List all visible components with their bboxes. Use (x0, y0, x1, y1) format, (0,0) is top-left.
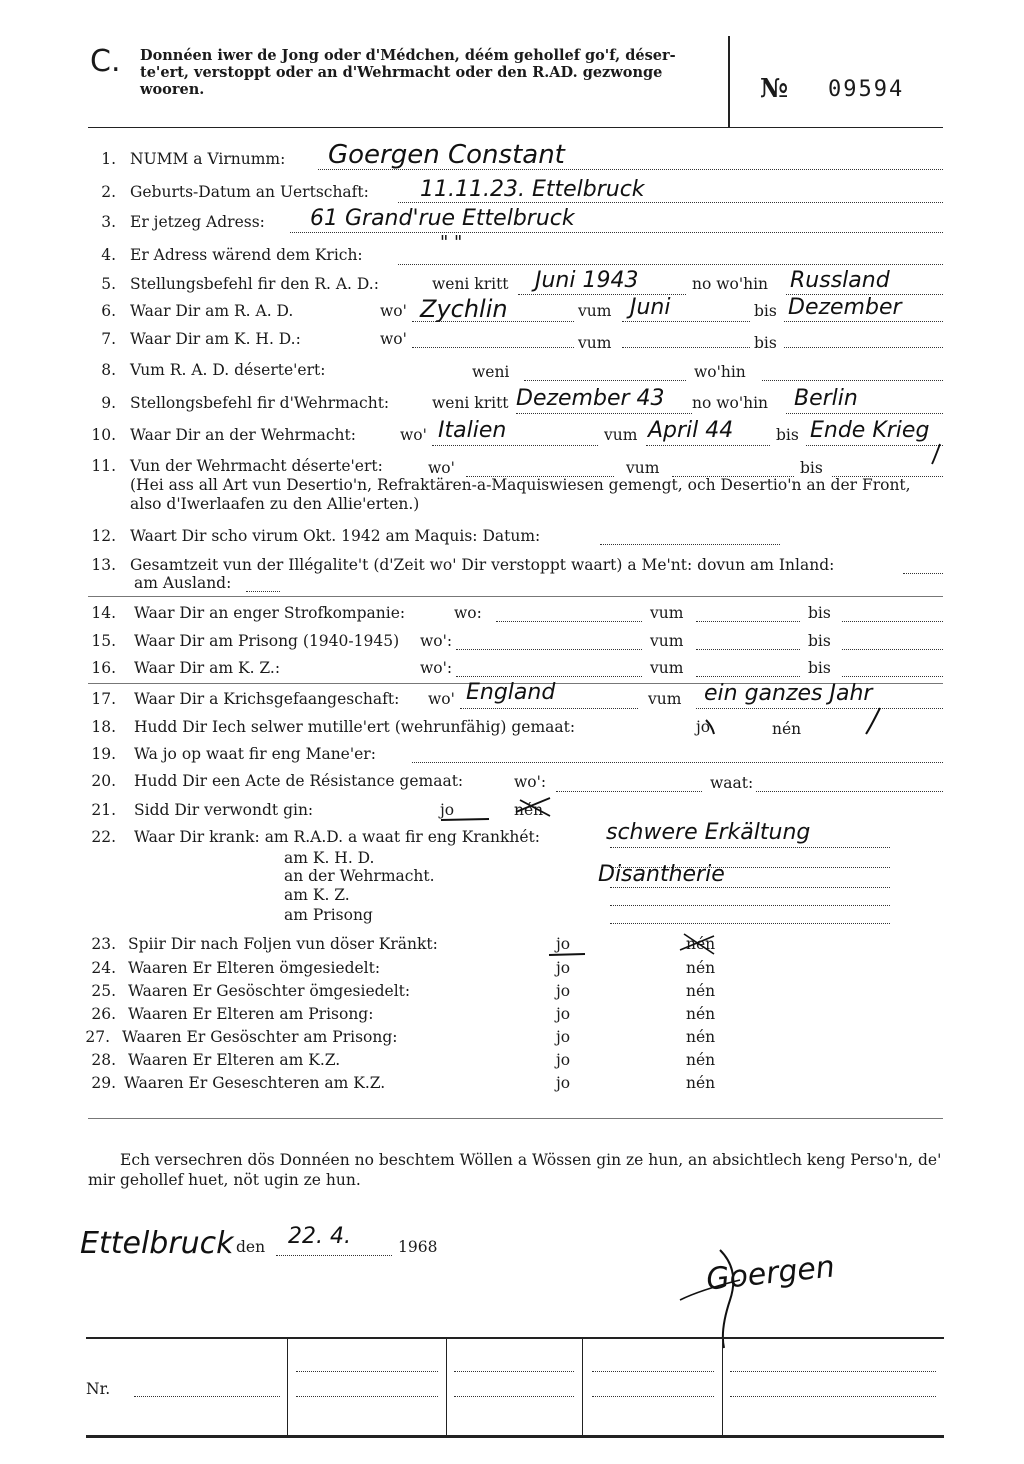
field-label: vum (626, 459, 660, 477)
field-label: vum (604, 426, 638, 444)
handwritten-value: Russland (790, 268, 890, 293)
item-number: 17. (91, 690, 116, 708)
item-label: Hudd Dir Iech selwer mutille'ert (wehrunfähig) gemaat: (134, 718, 576, 736)
item-number: 28. (91, 1051, 116, 1069)
section-letter: C. (90, 44, 121, 79)
option-jo: jo (556, 935, 571, 953)
field-label: wo': (420, 632, 453, 650)
handwritten-value: schwere Erkältung (606, 820, 811, 845)
form-title: Donnéen iwer de Jong oder d'Médchen, déém gehollef go'f, déser-te'ert, verstoppt oder an d'Wehrmacht oder den R.AD. gezwonge wooren. (140, 47, 676, 98)
form-number: 09594 (828, 77, 905, 102)
item-number: 15. (91, 632, 116, 650)
field-label: wo': (514, 773, 547, 791)
declaration-text: Ech versechren dös Donnéen no beschtem Wöllen a Wössen gin ze hun, an absichtlech keng Perso'n, de' mir gehollef huet, nöt ugin ze hun. (88, 1151, 942, 1189)
item-number: 22. (91, 828, 116, 846)
field-label: wo' (380, 330, 407, 348)
item-label: Waar Dir a Krichsgefaangeschaft: (134, 690, 400, 708)
field-label: wo'hin (694, 363, 746, 381)
option-nen: nén (514, 801, 544, 819)
item-label-2: am Ausland: (134, 574, 232, 592)
handwritten-date: 22. 4. (288, 1224, 351, 1249)
field-label: vum (650, 604, 684, 622)
field-label: wo': (420, 659, 453, 677)
item-label: Waar Dir am R. A. D. (130, 302, 294, 320)
footer-rule-bottom (86, 1435, 944, 1438)
item-label: Waaren Er Geseschteren am K.Z. (124, 1074, 386, 1092)
item-number: 14. (91, 604, 116, 622)
option-jo: jo (556, 959, 571, 977)
item-label: Waaren Er Elteren am K.Z. (128, 1051, 341, 1069)
sub-label: am K. H. D. (284, 849, 375, 867)
handwritten-value: England (466, 680, 556, 705)
field-label: weni kritt (432, 394, 509, 412)
field-label: wo' (400, 426, 427, 444)
item-label: Waar Dir am Prisong (1940-1945) (134, 632, 400, 650)
option-jo: jo (556, 1028, 571, 1046)
handwritten-value: Juni 1943 (535, 268, 639, 293)
item-label: Gesamtzeit vun der Illégalite't (d'Zeit wo' Dir verstoppt waart) a Me'nt: dovun am Inland: (130, 556, 835, 574)
field-label: bis (808, 632, 831, 650)
fill-line (276, 1254, 392, 1256)
item-label: Waar Dir krank: am R.A.D. a waat fir eng Krankhét: (134, 828, 540, 846)
signature-strokes (660, 1240, 860, 1350)
item-label: Wa jo op waat fir eng Mane'er: (134, 745, 376, 763)
handwritten-value: Ende Krieg (810, 418, 930, 443)
footer-rule-top (86, 1337, 944, 1339)
footer-nr-label: Nr. (86, 1380, 111, 1398)
number-sign: № (760, 74, 789, 104)
fill-line (296, 1370, 438, 1372)
field-label: wo' (380, 302, 407, 320)
item-number: 12. (91, 527, 116, 545)
date-year: 1968 (398, 1238, 438, 1256)
field-label: vum (578, 302, 612, 320)
field-label: wo' (428, 690, 455, 708)
item-label: Waaren Er Elteren ömgesiedelt: (128, 959, 381, 977)
item-number: 23. (91, 935, 116, 953)
field-label: vum (578, 334, 612, 352)
item-number: 19. (91, 745, 116, 763)
handwritten-value: ein ganzes Jahr (704, 681, 873, 706)
fill-line (730, 1370, 936, 1372)
item-label: Er Adress wärend dem Krich: (130, 246, 363, 264)
option-nen: nén (686, 982, 716, 1000)
handwritten-value: Zychlin (420, 295, 508, 323)
handwritten-value: Italien (438, 418, 507, 443)
item-label: Waaren Er Gesöschter am Prisong: (122, 1028, 398, 1046)
item-number: 8. (101, 361, 116, 379)
item-label: Waar Dir am K. Z.: (134, 659, 281, 677)
fill-line (296, 1395, 438, 1397)
sub-label: am K. Z. (284, 886, 350, 904)
item-label: Spiir Dir nach Foljen vun döser Kränkt: (128, 935, 438, 953)
option-nen: nén (772, 720, 802, 738)
item-label: Sidd Dir verwondt gin: (134, 801, 314, 819)
signature: Goergen (704, 1249, 837, 1298)
option-nen: nén (686, 1074, 716, 1092)
item-number: 9. (101, 394, 116, 412)
item-number: 20. (91, 772, 116, 790)
field-label: bis (800, 459, 823, 477)
item-number: 7. (101, 330, 116, 348)
field-label: weni (472, 363, 510, 381)
item-label: Vun der Wehrmacht déserte'ert: (130, 457, 383, 475)
fill-line (454, 1370, 574, 1372)
item-number: 5. (101, 275, 116, 293)
option-jo: jo (440, 801, 455, 819)
option-nen: nén (686, 1051, 716, 1069)
item-label: Waaren Er Gesöschter ömgesiedelt: (128, 982, 411, 1000)
footer-col-2 (446, 1339, 447, 1435)
option-jo: jo (556, 1051, 571, 1069)
field-label: vum (648, 690, 682, 708)
handwritten-place: Ettelbruck (80, 1226, 234, 1261)
item-number: 10. (91, 426, 116, 444)
field-label: bis (754, 334, 777, 352)
item-note: (Hei ass all Art vun Desertio'n, Refraktären-a-Maquiswiesen gemengt, och Desertio'n an der Front, also d'Iwerlaafen zu den Allie'erten.) (130, 476, 911, 513)
field-label: bis (808, 659, 831, 677)
item-label: Waar Dir an der Wehrmacht: (130, 426, 356, 444)
item-label: NUMM a Virnumm: (130, 150, 286, 168)
handwritten-value: April 44 (648, 418, 734, 443)
item-number: 18. (91, 718, 116, 736)
item-label: Er jetzeg Adress: (130, 213, 265, 231)
footer-col-4 (722, 1339, 723, 1435)
item-label: Geburts-Datum an Uertschaft: (130, 183, 369, 201)
handwritten-value: Disantherie (598, 862, 725, 887)
sub-label: am Prisong (284, 906, 373, 924)
handwritten-name: Goergen Constant (328, 140, 565, 170)
item-number: 6. (101, 302, 116, 320)
footer-col-3 (582, 1339, 583, 1435)
item-label: Hudd Dir een Acte de Résistance gemaat: (134, 772, 464, 790)
item-number: 13. (91, 556, 116, 574)
handwritten-value: Dezember 43 (516, 386, 665, 411)
item-number: 29. (91, 1074, 116, 1092)
item-label: Waar Dir am K. H. D.: (130, 330, 301, 348)
field-label: no wo'hin (692, 275, 769, 293)
item-label: Waar Dir an enger Strofkompanie: (134, 604, 406, 622)
option-jo: jo (696, 718, 711, 736)
field-label: bis (754, 302, 777, 320)
item-number: 3. (101, 213, 116, 231)
field-label: no wo'hin (692, 394, 769, 412)
date-label: den (236, 1238, 266, 1256)
item-number: 11. (91, 457, 116, 475)
item-label: Vum R. A. D. déserte'ert: (130, 361, 326, 379)
item-label: Stellungsbefehl fir den R. A. D.: (130, 275, 379, 293)
field-label: waat: (710, 774, 754, 792)
item-number: 4. (101, 246, 116, 264)
option-jo: jo (556, 1074, 571, 1092)
fill-line (592, 1395, 714, 1397)
field-label: bis (808, 604, 831, 622)
handwritten-value: Berlin (794, 386, 858, 411)
sub-label: an der Wehrmacht. (284, 867, 435, 885)
handwritten-address: 61 Grand'rue Ettelbruck (310, 206, 575, 231)
field-label: wo' (428, 459, 455, 477)
item-number: 21. (91, 801, 116, 819)
option-jo: jo (556, 1005, 571, 1023)
item-label: Waaren Er Elteren am Prisong: (128, 1005, 374, 1023)
option-nen: nén (686, 935, 716, 953)
fill-line (454, 1395, 574, 1397)
item-number: 1. (101, 150, 116, 168)
item-number: 26. (91, 1005, 116, 1023)
fill-line (730, 1395, 936, 1397)
field-label: weni kritt (432, 275, 509, 293)
option-jo: jo (556, 982, 571, 1000)
item-number: 16. (91, 659, 116, 677)
field-label: vum (650, 632, 684, 650)
field-label: vum (650, 659, 684, 677)
item-number: 2. (101, 183, 116, 201)
item-label: Waart Dir scho virum Okt. 1942 am Maquis: Datum: (130, 527, 541, 545)
handwritten-birth: 11.11.23. Ettelbruck (420, 177, 645, 202)
item-number: 24. (91, 959, 116, 977)
item-number: 27. (85, 1028, 110, 1046)
footer-col-1 (287, 1339, 288, 1435)
item-number: 25. (91, 982, 116, 1000)
field-label: wo: (454, 604, 482, 622)
option-nen: nén (686, 1028, 716, 1046)
handwritten-value: Dezember (788, 295, 902, 320)
item-label: Stellongsbefehl fir d'Wehrmacht: (130, 394, 390, 412)
option-nen: nén (686, 959, 716, 977)
field-label: bis (776, 426, 799, 444)
handwritten-ditto: " " (440, 232, 463, 253)
fill-line (592, 1370, 714, 1372)
fill-line (134, 1395, 280, 1397)
option-nen: nén (686, 1005, 716, 1023)
handwritten-value: Juni (630, 295, 671, 320)
